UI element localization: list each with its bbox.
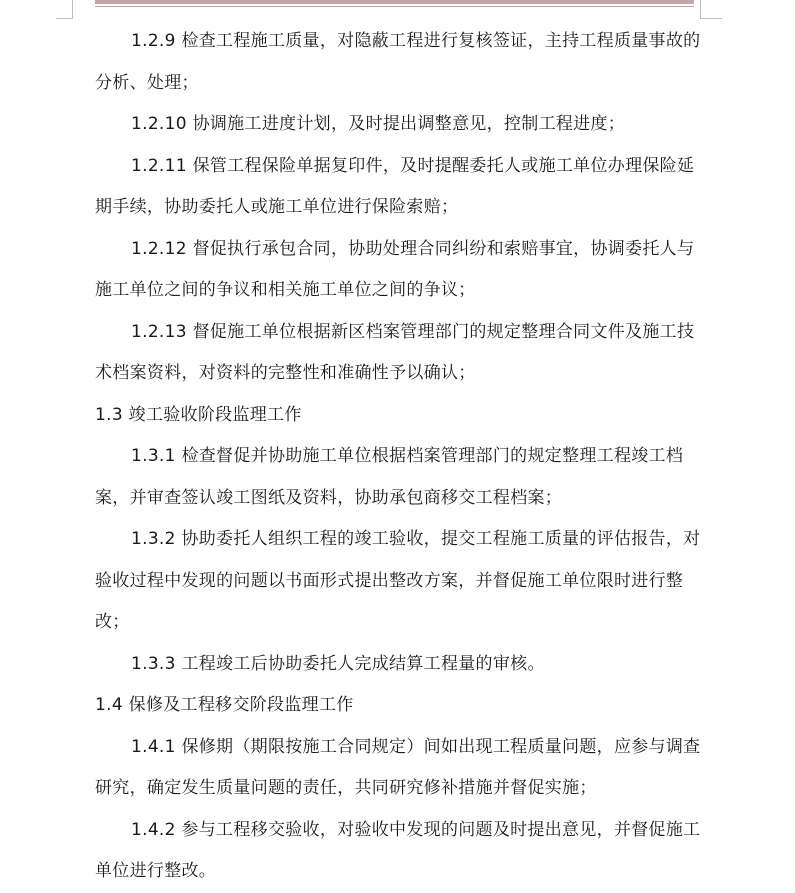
paragraph-1-2-11: 1.2.11 保管工程保险单据复印件，及时提醒委托人或施工单位办理保险延期手续，协助委托人或施工单位进行保险索赔； (95, 155, 695, 217)
paragraph-1-2-12: 1.2.12 督促执行承包合同，协助处理合同纠纷和索赔事宜，协调委托人与施工单位之间的争议和相关施工单位之间的争议； (95, 238, 695, 300)
crop-mark (72, 0, 73, 18)
paragraph-1-3-1: 1.3.1 检查督促并协助施工单位根据档案管理部门的规定整理工程竣工档案，并审查签认竣工图纸及资料，协助承包商移交工程档案； (95, 446, 684, 508)
paragraph-1-4-1: 1.4.1 保修期（期限按施工合同规定）间如出现工程质量问题，应参与调查研究，确定发生质量问题的责任，共同研究修补措施并督促实施； (95, 736, 701, 798)
paragraph-1-2-10: 1.2.10 协调施工进度计划，及时提出调整意见，控制工程进度； (131, 114, 626, 134)
crop-mark (700, 0, 701, 18)
header-rule (95, 0, 694, 4)
section-heading-1-3: 1.3 竣工验收阶段监理工作 (95, 404, 302, 425)
paragraph-1-2-13: 1.2.13 督促施工单位根据新区档案管理部门的规定整理合同文件及施工技术档案资料，对资料的完整性和准确性予以确认； (95, 321, 695, 383)
paragraph-1-3-2: 1.3.2 协助委托人组织工程的竣工验收，提交工程施工质量的评估报告，对验收过程中发现的问题以书面形式提出整改方案，并督促施工单位限时进行整改； (95, 529, 701, 632)
crop-mark (56, 18, 73, 19)
header-rule (95, 6, 694, 7)
crop-mark (700, 18, 722, 19)
paragraph-1-4-2: 1.4.2 参与工程移交验收，对验收中发现的问题及时提出意见，并督促施工单位进行整改。 (95, 819, 701, 881)
document-body (95, 21, 707, 893)
section-heading-1-4: 1.4 保修及工程移交阶段监理工作 (95, 695, 354, 715)
paragraph-1-2-9: 1.2.9 检查工程施工质量，对隐蔽工程进行复核签证，主持工程质量事故的分析、处理； (95, 31, 701, 93)
paragraph-1-3-3: 1.3.3 工程竣工后协助委托人完成结算工程量的审核。 (131, 653, 545, 674)
